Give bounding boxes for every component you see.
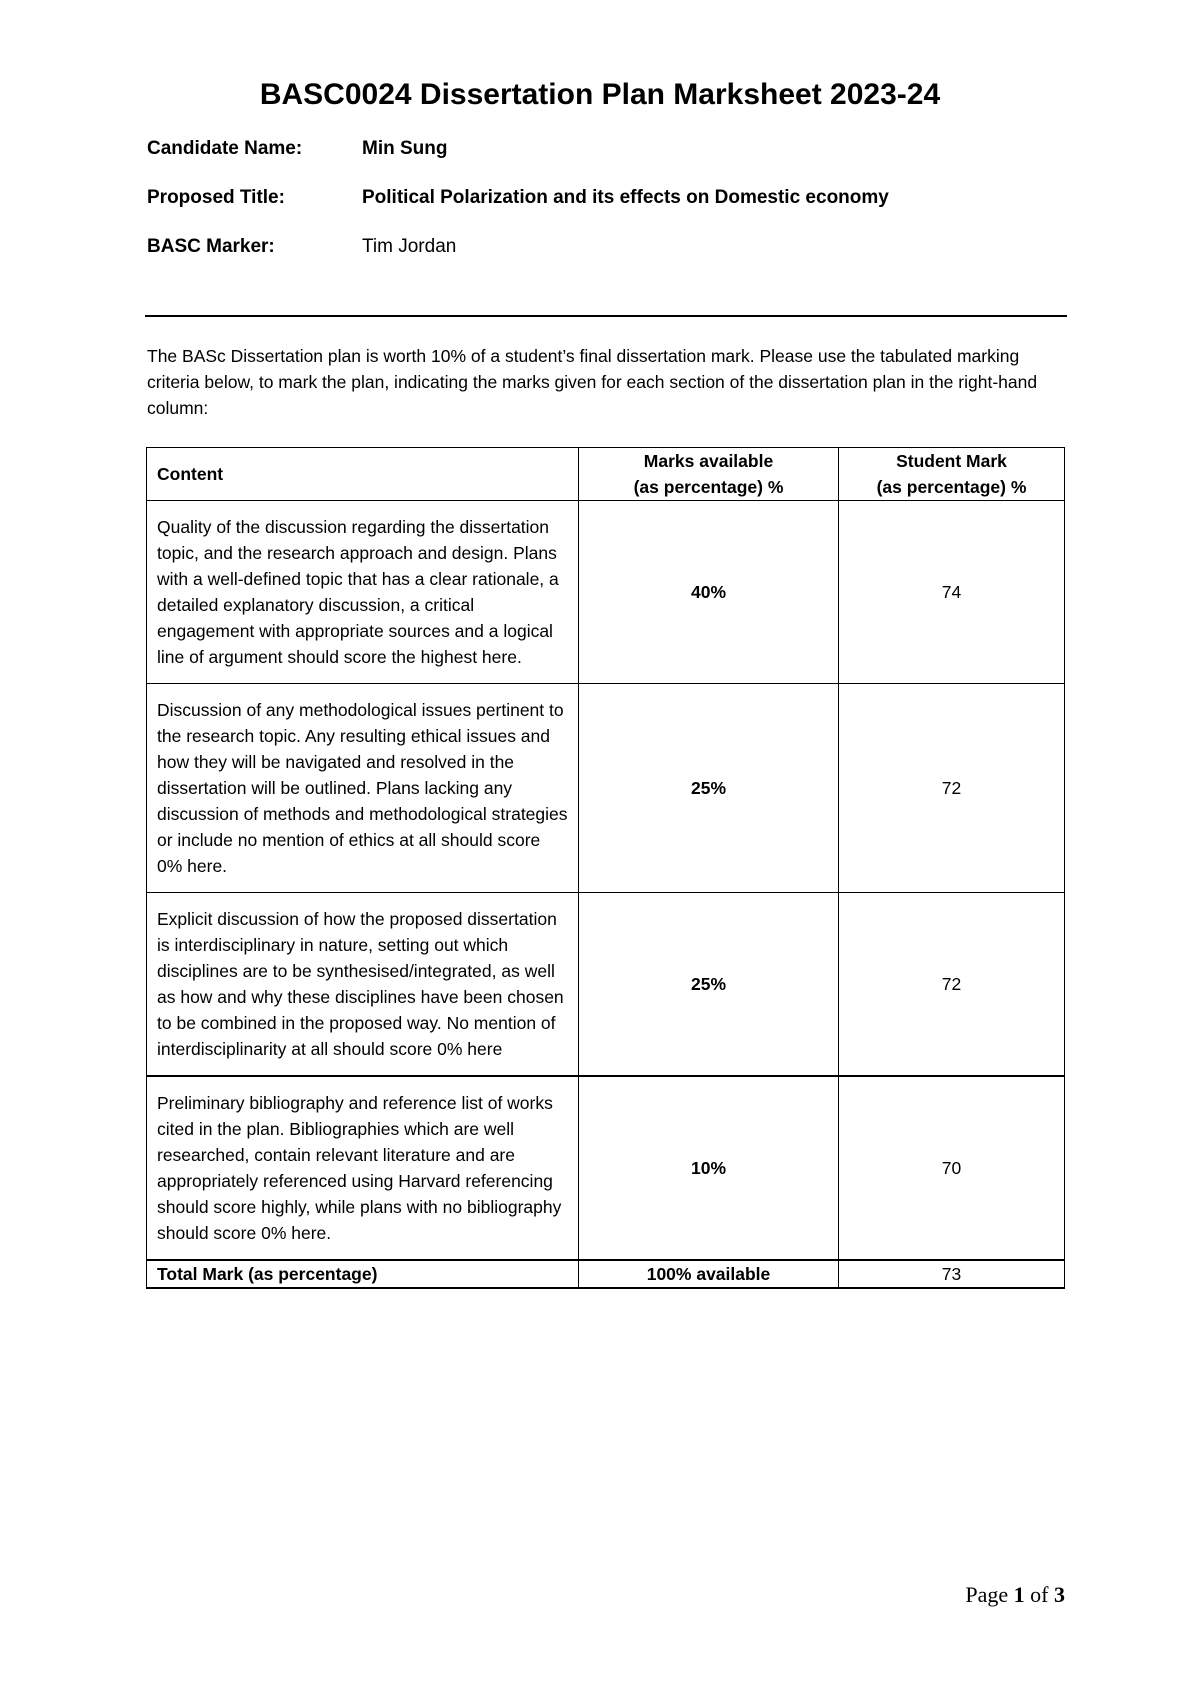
marks-available-value: 25% xyxy=(579,684,839,893)
document-title: BASC0024 Dissertation Plan Marksheet 2023-24 xyxy=(259,78,941,111)
table-row xyxy=(147,684,1065,893)
page-word: Page xyxy=(965,1582,1009,1607)
table-row xyxy=(147,1076,1065,1260)
student-mark-header-line1: Student Mark xyxy=(896,451,1007,471)
marker-value: Tim Jordan xyxy=(362,236,457,257)
section-divider xyxy=(145,315,1067,317)
intro-paragraph: The BASc Dissertation plan is worth 10% of a student’s final dissertation mark. Please use the tabulated marking criteria below, to mark the plan, indicating the marks given for each section of the dissertation plan in the right-hand column: xyxy=(147,346,1038,418)
student-mark-header xyxy=(839,448,1065,501)
marker-label: BASC Marker: xyxy=(147,236,275,257)
student-mark-value: 72 xyxy=(839,893,1065,1077)
proposed-title-label: Proposed Title: xyxy=(147,187,285,208)
proposed-title-row xyxy=(147,187,1067,236)
marks-available-value: 25% xyxy=(579,893,839,1077)
total-mark-value: 73 xyxy=(839,1260,1065,1288)
total-row xyxy=(147,1260,1065,1288)
marks-available-value: 40% xyxy=(579,501,839,684)
criterion-description: Preliminary bibliography and reference list of works cited in the plan. Bibliographies which are well researched, contain relevant literature and are appropriately referenced using Harvard referencing should score highly, while plans with no bibliography should score 0% here. xyxy=(147,1076,579,1260)
marks-available-header-line2: (as percentage) % xyxy=(633,477,784,497)
page-total: 3 xyxy=(1054,1582,1065,1607)
marker-row xyxy=(147,236,1067,285)
criterion-description: Quality of the discussion regarding the dissertation topic, and the research approach and design. Plans with a well-defined topic that has a clear rationale, a detailed explanatory discussion, a critical engagement with appropriate sources and a logical line of argument should score the highest here. xyxy=(147,501,579,684)
candidate-name-label: Candidate Name: xyxy=(147,138,303,159)
student-mark-value: 72 xyxy=(839,684,1065,893)
total-available-value: 100% available xyxy=(579,1260,839,1288)
candidate-name-row xyxy=(147,138,1067,187)
criterion-description: Explicit discussion of how the proposed dissertation is interdisciplinary in nature, setting out which disciplines are to be synthesised/integrated, as well as how and why these disciplines have been chosen to be combined in the proposed way. No mention of interdisciplinarity at all should score 0% here xyxy=(147,893,579,1077)
total-label: Total Mark (as percentage) xyxy=(147,1260,579,1288)
proposed-title-value: Political Polarization and its effects on Domestic economy xyxy=(362,187,889,208)
of-word: of xyxy=(1030,1582,1049,1607)
marks-available-value: 10% xyxy=(579,1076,839,1260)
candidate-details xyxy=(147,138,1067,285)
student-mark-value: 70 xyxy=(839,1076,1065,1260)
marking-criteria-table xyxy=(146,447,1065,1289)
page-number xyxy=(965,1582,1065,1608)
table-header-row xyxy=(147,448,1065,501)
marks-available-header xyxy=(579,448,839,501)
marks-available-header-line1: Marks available xyxy=(643,451,774,471)
student-mark-value: 74 xyxy=(839,501,1065,684)
page-current: 1 xyxy=(1013,1582,1025,1607)
table-row xyxy=(147,893,1065,1077)
criterion-description: Discussion of any methodological issues pertinent to the research topic. Any resulting ethical issues and how they will be navigated and resolved in the dissertation will be outlined. Plans lacking any discussion of methods and methodological strategies or include no mention of ethics at all should score 0% here. xyxy=(147,684,579,893)
candidate-name-value: Min Sung xyxy=(362,138,448,159)
content-header: Content xyxy=(147,448,579,501)
student-mark-header-line2: (as percentage) % xyxy=(876,477,1027,497)
table-row xyxy=(147,501,1065,684)
